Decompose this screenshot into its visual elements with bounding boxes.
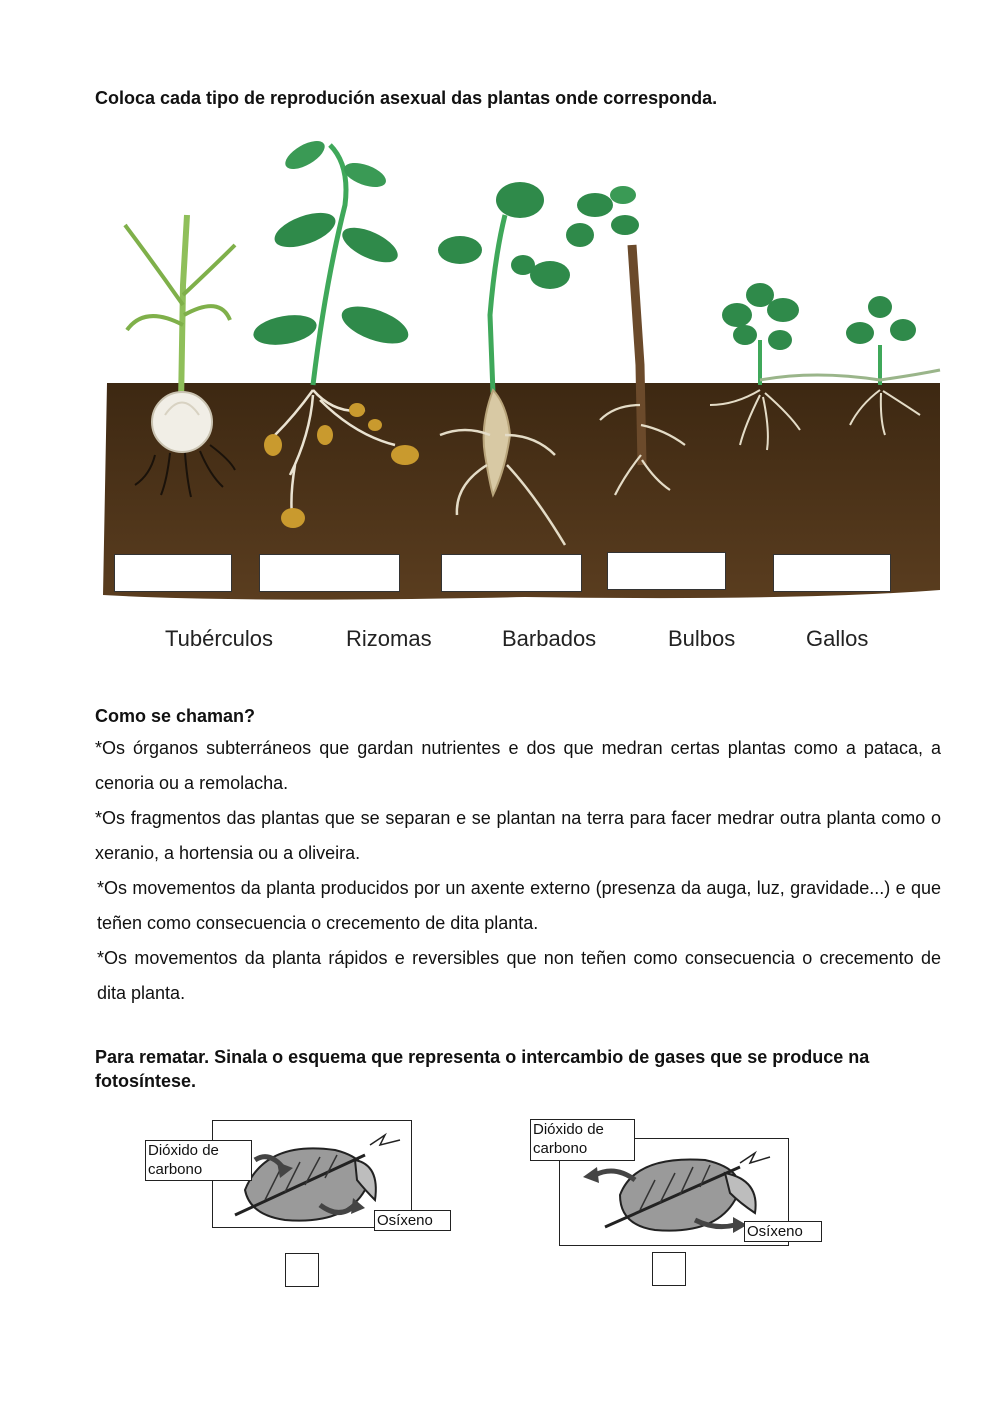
diagram-b-co2-label: Dióxido de carbono	[530, 1119, 635, 1161]
answer-box-1[interactable]	[114, 554, 232, 592]
answer-box-2[interactable]	[259, 554, 400, 592]
section3-title: Para rematar. Sinala o esquema que representa o intercambio de gases que se produce na fotosíntese.	[95, 1047, 870, 1091]
diagram-a-co2-label: Dióxido de carbono	[145, 1140, 252, 1181]
question-item-3: *Os movementos da planta producidos por un axente externo (presenza da auga, luz, gravidade...) e que teñen como consecuencia o crecemento de dita planta.	[97, 878, 941, 933]
word-option-tuberculos[interactable]: Tubérculos	[165, 626, 274, 651]
diagram-a-checkbox[interactable]	[285, 1253, 319, 1287]
plants-illustration	[95, 135, 950, 605]
question-item-4: *Os movementos da planta rápidos e reversibles que non teñen como consecuencia o crecemento de dita planta.	[97, 948, 941, 1003]
answer-box-4[interactable]	[607, 552, 726, 590]
question-item-1: *Os órganos subterráneos que gardan nutrientes e dos que medran certas plantas como a pataca, a cenoria ou a remolacha.	[95, 738, 941, 793]
section2-title: Como se chaman?	[95, 706, 256, 726]
word-option-gallos[interactable]: Gallos	[806, 626, 869, 651]
word-option-barbados[interactable]: Barbados	[502, 626, 597, 651]
diagram-b-checkbox[interactable]	[652, 1252, 686, 1286]
answer-box-5[interactable]	[773, 554, 891, 592]
diagram-a-o2-label: Osíxeno	[374, 1210, 451, 1231]
word-option-bulbos[interactable]: Bulbos	[668, 626, 736, 651]
word-option-rizomas[interactable]: Rizomas	[346, 626, 432, 651]
answer-box-3[interactable]	[441, 554, 582, 592]
diagram-b-o2-label: Osíxeno	[744, 1221, 822, 1242]
question-item-2: *Os fragmentos das plantas que se separan e se plantan na terra para facer medrar outra planta como o xeranio, a hortensia ou a oliveira.	[95, 808, 941, 863]
section1-title: Coloca cada tipo de reprodución asexual das plantas onde corresponda.	[95, 88, 718, 108]
